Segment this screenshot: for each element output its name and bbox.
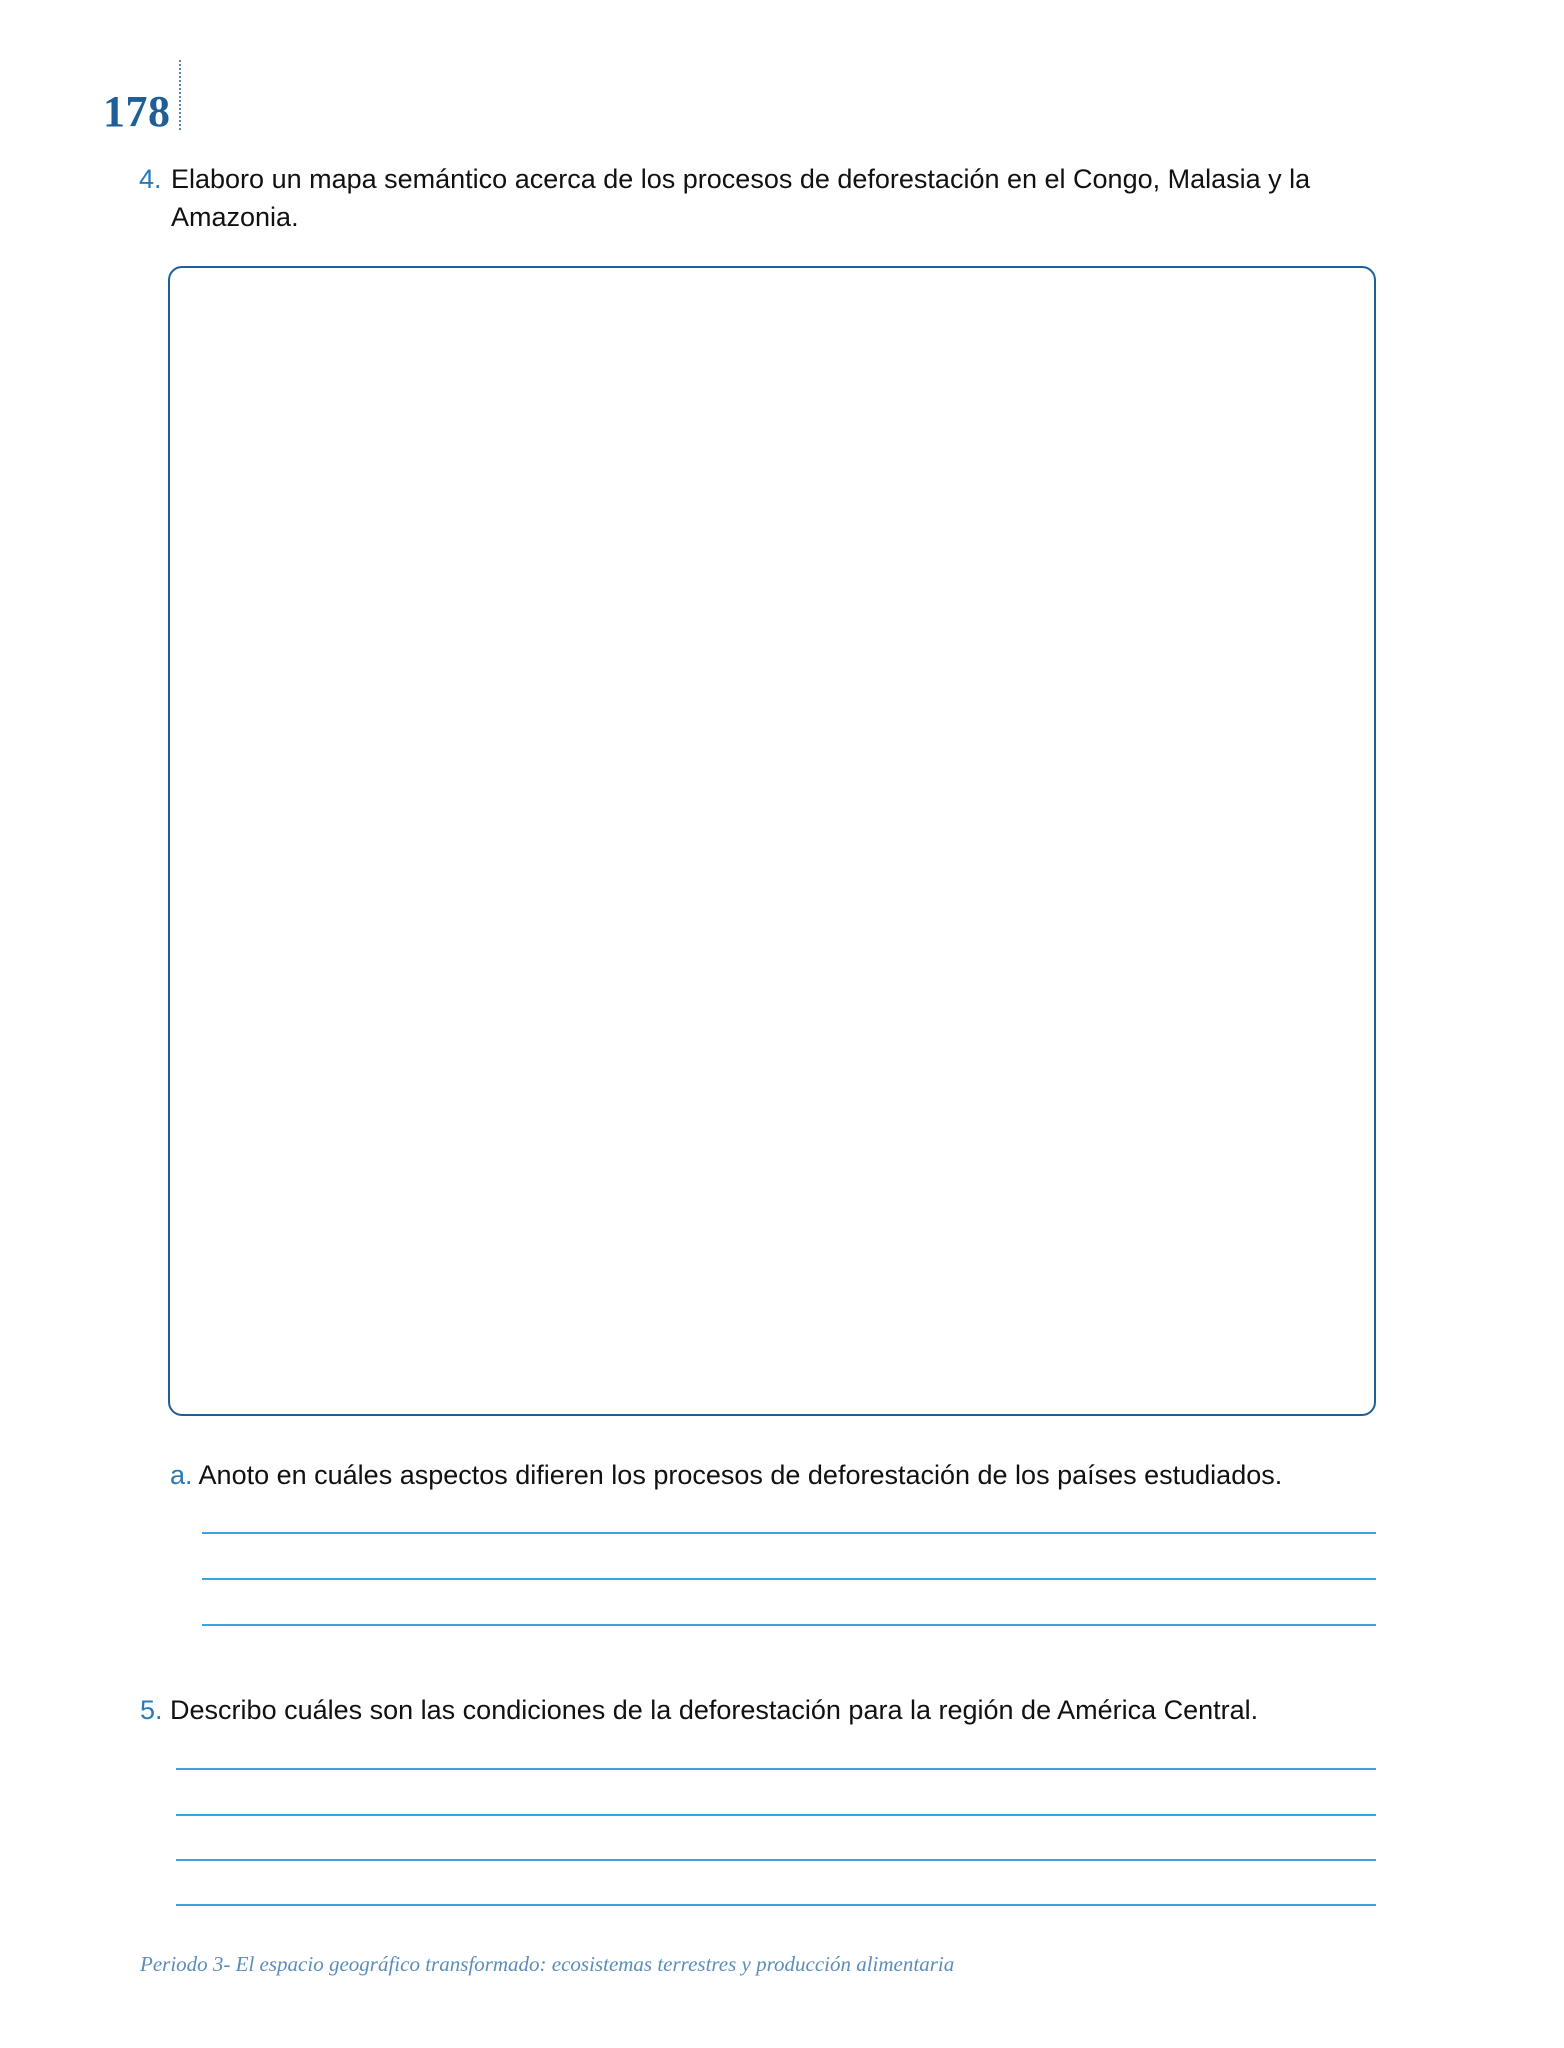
question-4a-number: a. — [170, 1460, 193, 1490]
answer-line-5-1[interactable] — [176, 1768, 1376, 1770]
answer-line-4a-3[interactable] — [202, 1624, 1376, 1626]
question-4 — [139, 160, 1399, 236]
answer-line-5-3[interactable] — [176, 1859, 1376, 1861]
question-5 — [140, 1691, 1258, 1729]
answer-line-4a-1[interactable] — [202, 1532, 1376, 1534]
question-5-number: 5. — [140, 1695, 163, 1725]
question-4-text-line1: Elaboro un mapa semántico acerca de los procesos de deforestación en el Congo, Malasia y la — [171, 164, 1311, 194]
answer-line-5-4[interactable] — [176, 1904, 1376, 1906]
answer-line-5-2[interactable] — [176, 1814, 1376, 1816]
page-footer: Periodo 3- El espacio geográfico transformado: ecosistemas terrestres y producción alimentaria — [140, 1952, 955, 1976]
question-5-text: Describo cuáles son las condiciones de la deforestación para la región de América Central. — [170, 1695, 1259, 1725]
question-4-number: 4. — [139, 164, 162, 194]
page-number: 178 — [103, 87, 171, 136]
page-number-divider — [179, 60, 181, 130]
question-4a-text: Anoto en cuáles aspectos difieren los procesos de deforestación de los países estudiados. — [198, 1460, 1283, 1490]
answer-line-4a-2[interactable] — [202, 1578, 1376, 1580]
question-4-text-line2: Amazonia. — [171, 202, 299, 232]
semantic-map-answer-box[interactable] — [168, 266, 1376, 1416]
question-4a — [170, 1456, 1282, 1494]
